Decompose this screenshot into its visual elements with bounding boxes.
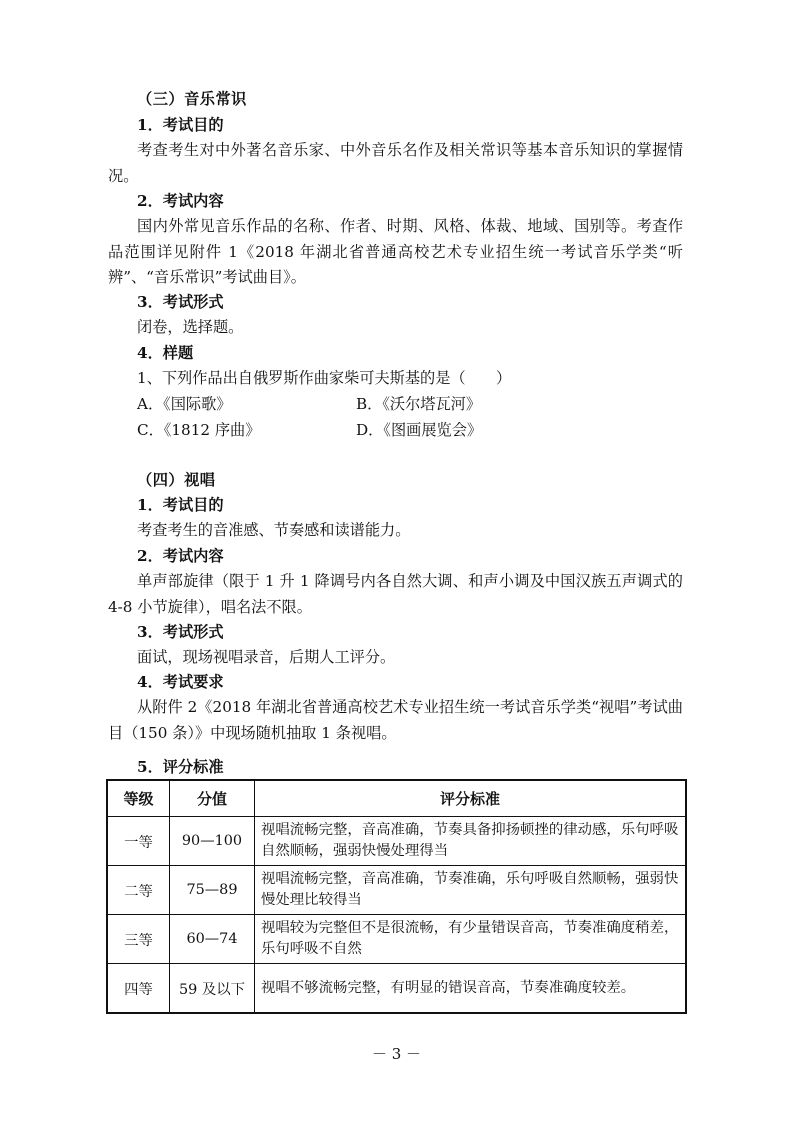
header-level: 等级: [107, 780, 170, 817]
option-d: D．《图画展览会》: [356, 421, 483, 439]
option-b: B．《沃尔塔瓦河》: [356, 395, 482, 413]
s4-requirement-text: 从附件 2《2018 年湖北省普通高校艺术专业招生统一考试音乐学类“视唱”考试曲目（150 条）》中现场随机抽取 1 条视唱。: [108, 698, 683, 742]
cell-criteria: 视唱流畅完整，音高准确，节奏准确，乐句呼吸自然顺畅，强弱快慢处理比较得当: [255, 866, 687, 915]
s4-content-text: 单声部旋律（限于 1 升 1 降调号内各自然大调、和声小调及中国汉族五声调式的 4-8 小节旋律），唱名法不限。: [108, 572, 683, 616]
s3-content-text: 国内外常见音乐作品的名称、作者、时期、风格、体裁、地域、国别等。考查作品范围详见附件 1《2018 年湖北省普通高校艺术专业招生统一考试音乐学类“听辨”、“音乐常识”考试曲目》。: [108, 217, 683, 286]
section-4-title: （四）视唱: [137, 471, 216, 489]
cell-level: 三等: [107, 915, 170, 964]
header-score: 分值: [170, 780, 255, 817]
s3-sample-heading: 4．样题: [137, 344, 194, 362]
cell-level: 二等: [107, 866, 170, 915]
cell-level: 四等: [107, 964, 170, 1014]
page-number: － 3 －: [371, 1045, 422, 1063]
table-row: [107, 866, 686, 915]
s4-requirement-heading: 4．考试要求: [137, 673, 224, 691]
s3-content-heading: 2．考试内容: [137, 192, 224, 210]
s3-format-heading: 3．考试形式: [137, 293, 224, 311]
cell-score: 90—100: [170, 817, 255, 866]
section-3-title: （三）音乐常识: [137, 90, 247, 108]
table-row: [107, 915, 686, 964]
s3-purpose-text: 考查考生对中外著名音乐家、中外音乐名作及相关常识等基本音乐知识的掌握情况。: [108, 141, 683, 185]
cell-score: 75—89: [170, 866, 255, 915]
cell-criteria: 视唱较为完整但不是很流畅，有少量错误音高，节奏准确度稍差，乐句呼吸不自然: [255, 915, 687, 964]
s4-format-heading: 3．考试形式: [137, 623, 224, 641]
scoring-table: [106, 779, 687, 1014]
cell-score: 60—74: [170, 915, 255, 964]
cell-criteria: 视唱不够流畅完整，有明显的错误音高，节奏准确度较差。: [255, 964, 687, 1014]
s3-format-text: 闭卷，选择题。: [137, 318, 244, 336]
option-c: C．《1812 序曲》: [137, 421, 261, 439]
table-row: [107, 964, 686, 1014]
s3-purpose-heading: 1．考试目的: [137, 116, 224, 134]
table-row: [107, 817, 686, 866]
sample-question: 1、下列作品出自俄罗斯作曲家柴可夫斯基的是（ ）: [137, 369, 512, 387]
cell-criteria: 视唱流畅完整，音高准确，节奏具备抑扬顿挫的律动感，乐句呼吸自然顺畅，强弱快慢处理得当: [255, 817, 687, 866]
header-criteria: 评分标准: [255, 780, 687, 817]
s4-format-text: 面试，现场视唱录音，后期人工评分。: [137, 648, 396, 666]
cell-score: 59 及以下: [170, 964, 255, 1014]
cell-level: 一等: [107, 817, 170, 866]
table-header-row: [107, 780, 686, 817]
s4-content-heading: 2．考试内容: [137, 547, 224, 565]
s4-scoring-heading: 5．评分标准: [137, 758, 224, 776]
s4-purpose-heading: 1．考试目的: [137, 496, 224, 514]
s4-purpose-text: 考查考生的音准感、节奏感和读谱能力。: [137, 521, 411, 539]
option-a: A．《国际歌》: [137, 395, 232, 413]
